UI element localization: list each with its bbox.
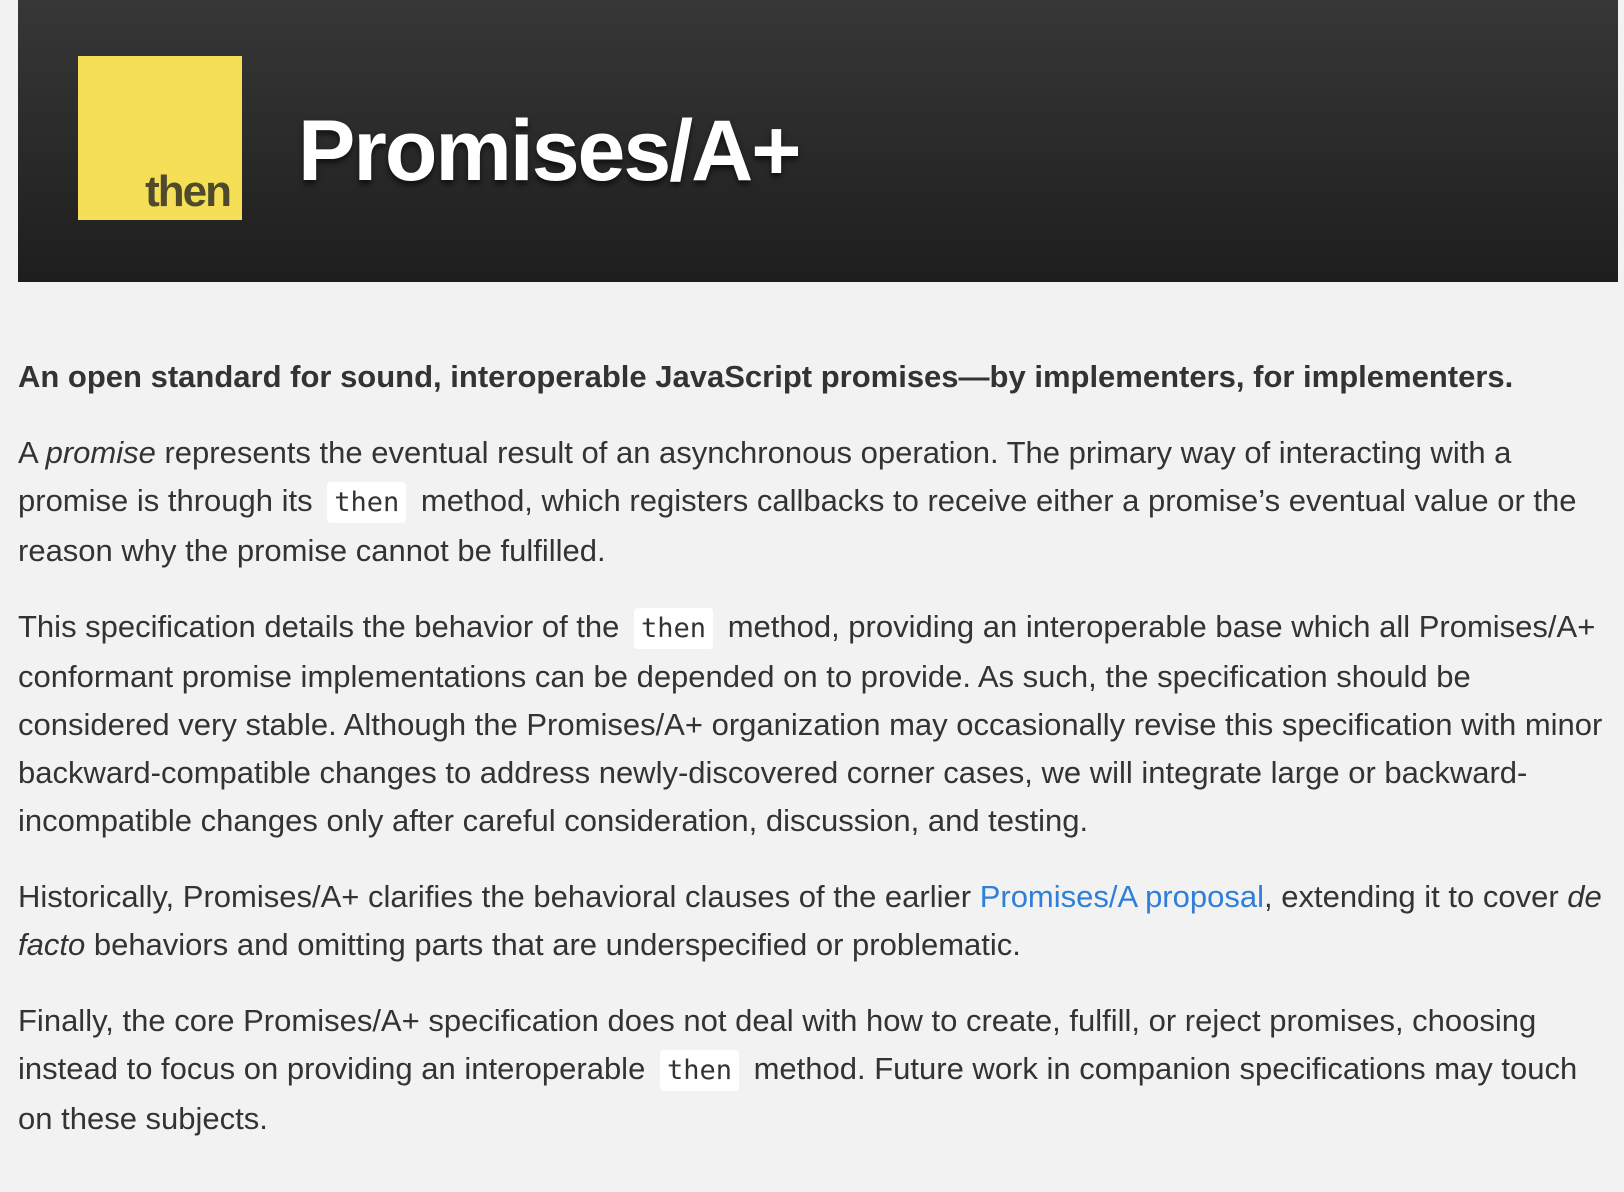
emphasis-promise: promise [45, 434, 156, 470]
site-title: Promises/A+ [298, 103, 800, 199]
text-run: This specification details the behavior of the [18, 608, 620, 644]
code-then: then [327, 482, 406, 523]
text-run: , extending it to cover [1264, 878, 1568, 914]
text-run: method, providing an interoperable base which all Promises/A+ conformant promise implementations can be depended on to provide. As such, the specification should be considered very stable. Although the Promises/A+ organization may occasionally revise this specification with minor backward-compatible changes to address newly-discovered corner cases, we will integrate large or backward-incompatible changes only after careful consideration, discussion, and testing. [18, 608, 1603, 838]
intro-section [18, 354, 1614, 1171]
promises-a-proposal-link[interactable]: Promises/A proposal [979, 878, 1264, 914]
text-run: method. Future work in companion specifications may touch on these subjects. [18, 1050, 1578, 1136]
paragraph-history [18, 873, 1614, 969]
code-then: then [660, 1050, 739, 1091]
text-run: method, which registers callbacks to receive either a promise’s eventual value or the reason why the promise cannot be fulfilled. [18, 482, 1577, 568]
paragraph-scope [18, 997, 1614, 1143]
then-logo[interactable] [78, 56, 242, 220]
emphasis-de-facto: de facto [18, 878, 1602, 962]
paragraph-specification-stability [18, 603, 1614, 845]
lead-statement: An open standard for sound, interoperable JavaScript promises—by implementers, for implementers. [18, 359, 1514, 394]
code-then: then [634, 608, 713, 649]
text-run: represents the eventual result of an asynchronous operation. The primary way of interacting with a promise is through its [18, 434, 1512, 518]
site-header [18, 0, 1618, 282]
logo-text: then [145, 167, 230, 216]
text-run: behaviors and omitting parts that are underspecified or problematic. [85, 926, 1021, 962]
paragraph-promise-definition [18, 429, 1614, 575]
text-run: Finally, the core Promises/A+ specification does not deal with how to create, fulfill, or reject promises, choosing instead to focus on providing an interoperable [18, 1002, 1537, 1086]
text-run: A [18, 434, 46, 470]
text-run: Historically, Promises/A+ clarifies the behavioral clauses of the earlier [18, 878, 980, 914]
